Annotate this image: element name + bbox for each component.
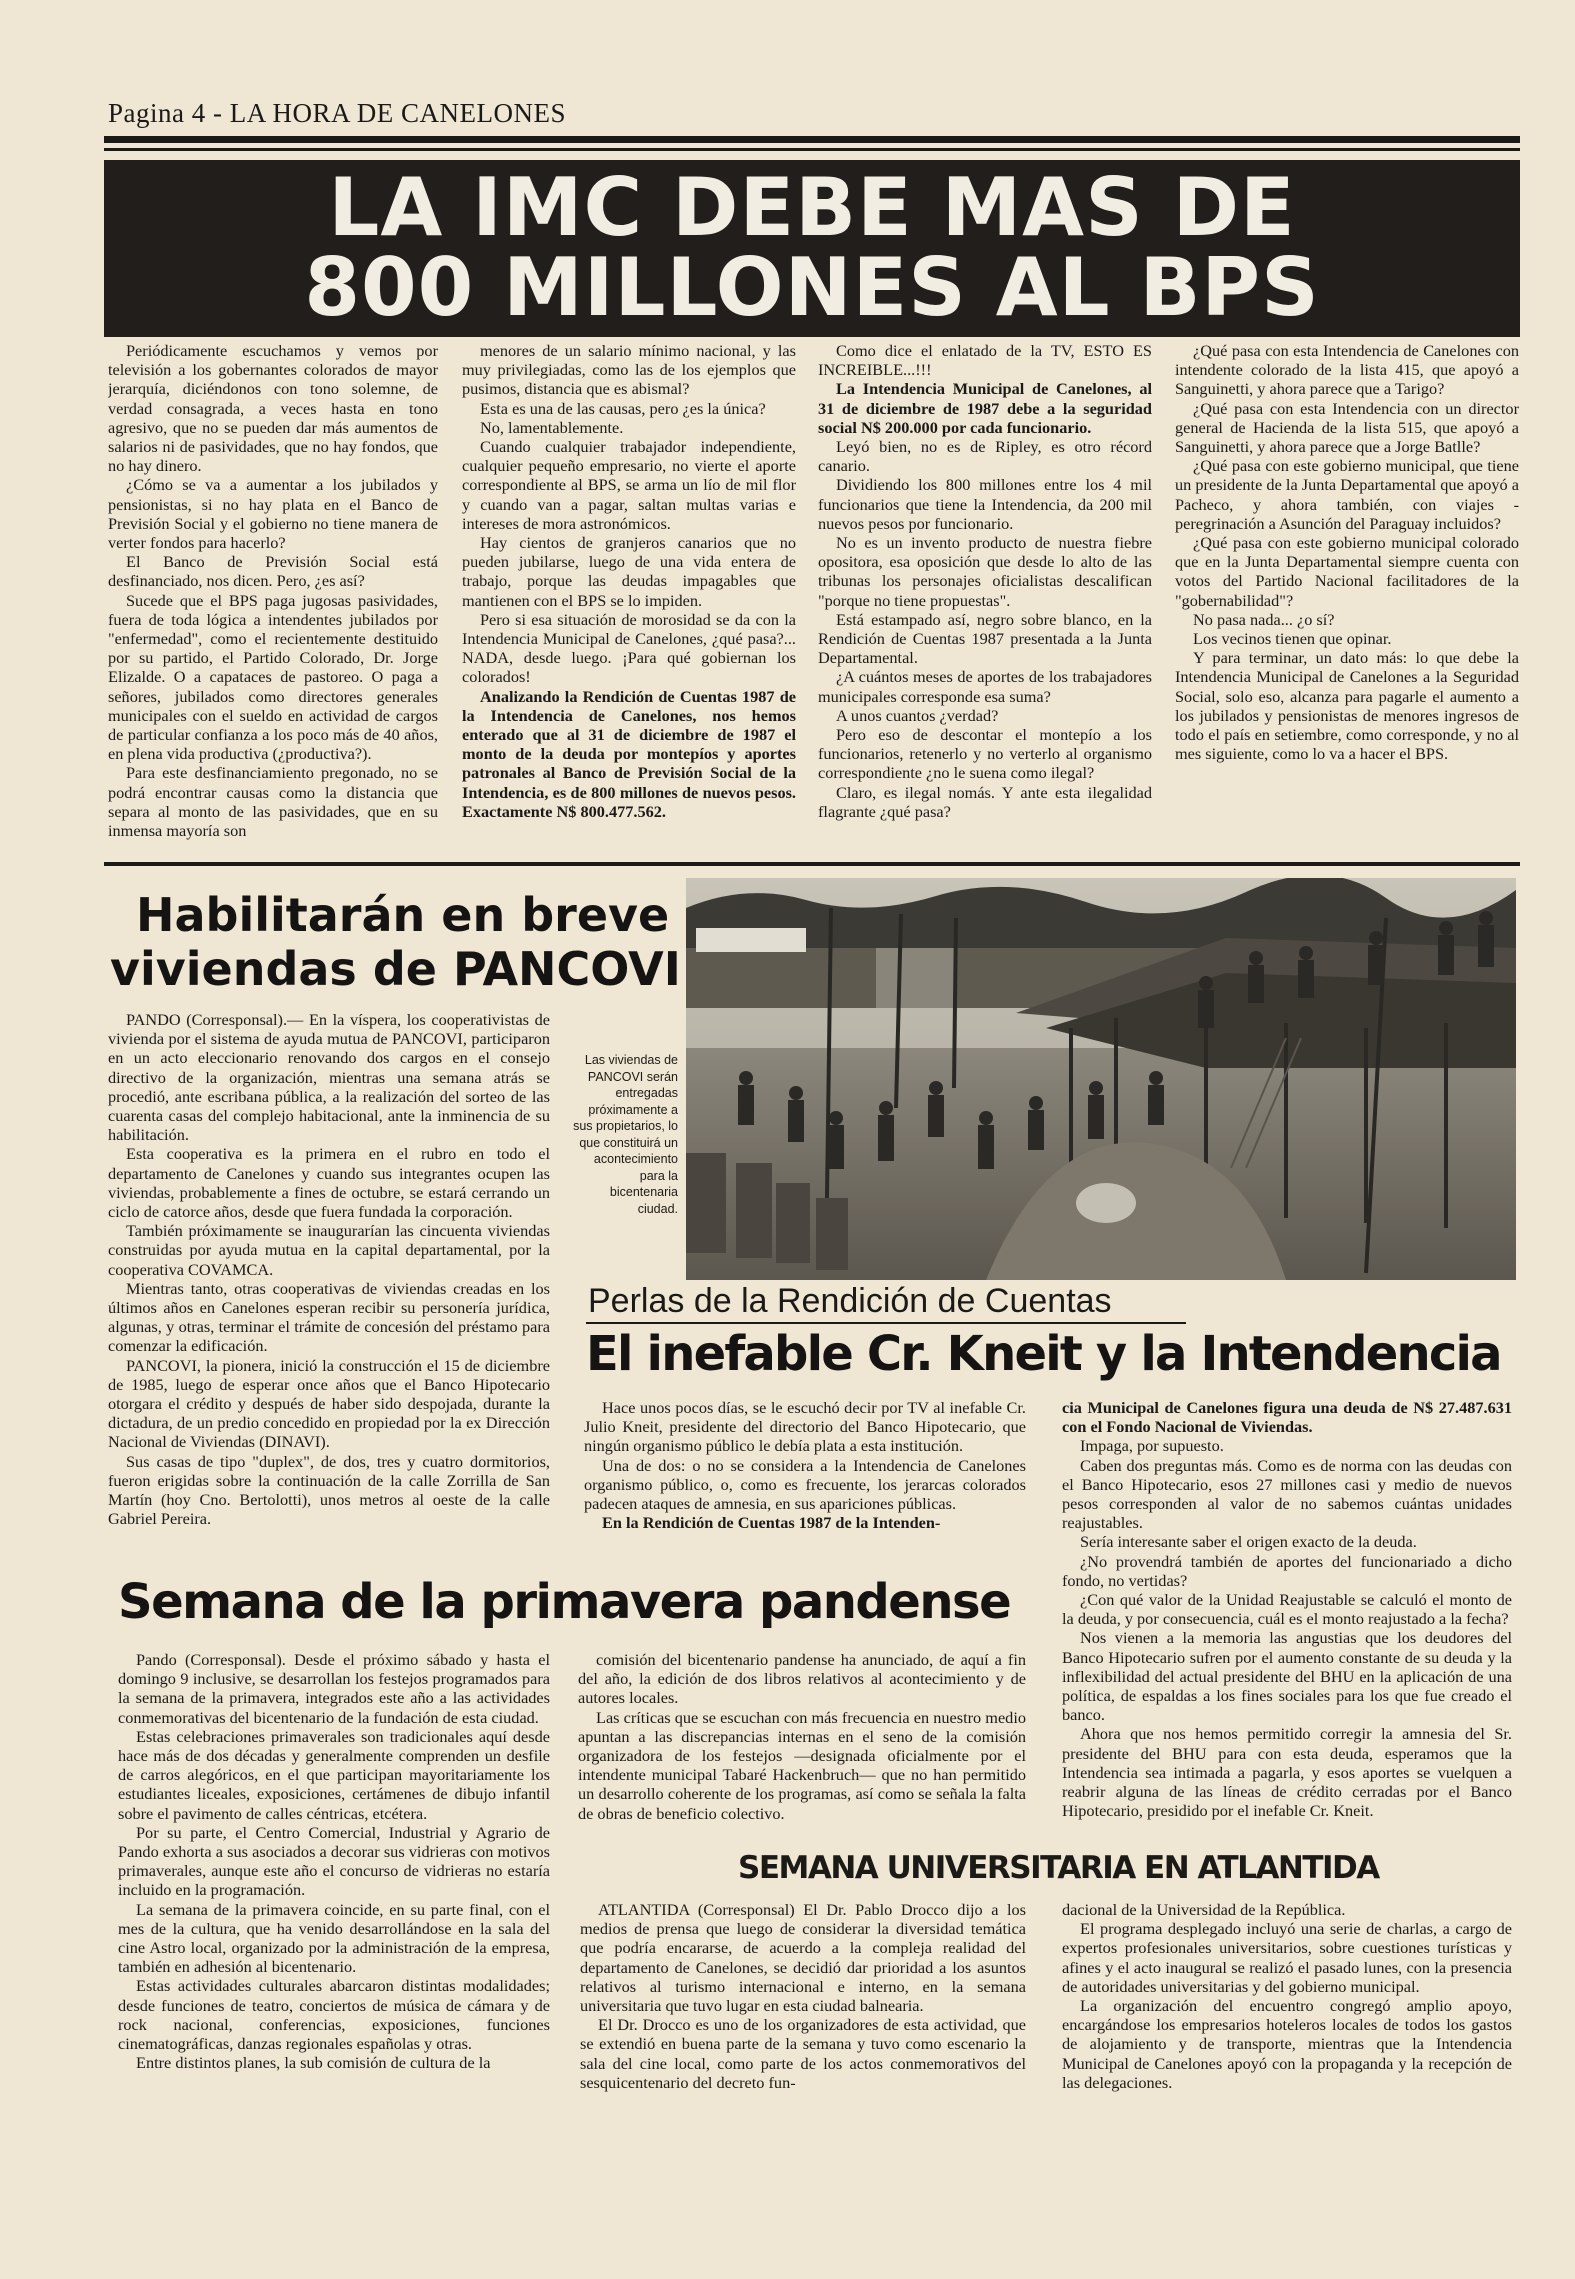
atlantida-column-2 <box>1062 1900 1512 2120</box>
pancovi-body <box>108 1010 550 1558</box>
article-paragraph: dacional de la Universidad de la República. <box>1062 1900 1346 1919</box>
article-paragraph: Nos vienen a la memoria las angustias que los deudores del Banco Hipotecario sufren por el aumento constante de su deuda y la inflexibilidad del actual presidente del BHU en la aplicación de una política, de espaldas a los fines sociales para los que fue creado el banco. <box>1062 1628 1512 1725</box>
article-paragraph: ¿Qué pasa con esta Intendencia de Canelones con intendente colorado de la lista 415, que apoyó a Sanguinetti, y ahora parece que a Tarigo? <box>1175 341 1519 399</box>
section-rule <box>104 862 1520 866</box>
article-paragraph: Pero eso de descontar el montepío a los funcionarios, retenerlo y no verterlo al organismo correspondiente ¿no le suena como ilegal? <box>818 725 1152 783</box>
main-headline-line2: 800 MILLONES AL BPS <box>304 241 1320 334</box>
article-paragraph: El programa desplegado incluyó una serie de charlas, a cargo de expertos profesionales universitarios, sobre cuestiones turísticas y afines y el acto inaugural se realizó el pasado lunes, con la presencia de autoridades universitarias y del gobierno municipal. <box>1062 1919 1512 1996</box>
kneit-kicker-rule <box>586 1322 1186 1324</box>
article-paragraph: Los vecinos tienen que opinar. <box>1193 629 1392 649</box>
kneit-kicker: Perlas de la Rendición de Cuentas <box>588 1282 1112 1320</box>
article-paragraph: ¿Cómo se va a aumentar a los jubilados y pensionistas, si no hay plata en el Banco de Previsión Social y el gobierno no tiene manera de verter fondos para hacerlo? <box>108 475 438 553</box>
main-story-column-1 <box>108 341 438 856</box>
article-paragraph: El Banco de Previsión Social está desfinanciado, nos dicen. Pero, ¿es así? <box>108 552 438 591</box>
article-paragraph: Leyó bien, no es de Ripley, es otro récord canario. <box>818 437 1152 476</box>
article-paragraph: comisión del bicentenario pandense ha anunciado, de aquí a fin del año, la edición de dos libros relativos al acontecimiento y de autores locales. <box>578 1650 1026 1708</box>
article-paragraph: Como dice el enlatado de la TV, ESTO ES INCREIBLE...!!! <box>818 341 1152 380</box>
article-paragraph: No es un invento producto de nuestra fiebre opositora, esa oposición que desde lo alto de las tribunas los personajes oficialistas descalifican "porque no tiene propuestas". <box>818 533 1152 610</box>
main-headline-line1: LA IMC DEBE MAS DE <box>328 161 1296 254</box>
article-paragraph: Ahora que nos hemos permitido corregir la amnesia del Sr. presidente del BHU para con esta deuda, esperamos que la Intendencia sea intimada a pagarla, y esos aportes se vuelquen a reabrir alguna de las líneas de crédito cerradas por el Banco Hipotecario, presidido por el inefable Cr. Kneit. <box>1062 1724 1512 1821</box>
article-paragraph: Por su parte, el Centro Comercial, Industrial y Agrario de Pando exhorta a sus asociados a decorar sus vidrieras con motivos primaverales, aunque este año el concurso de vidrieras no estaría incluido en la programación. <box>118 1822 550 1900</box>
article-paragraph: Cuando cualquier trabajador independiente, cualquier pequeño empresario, no vierte el aporte correspondiente al BPS, se arma un lío de mil flor y cuando van a pagar, saltan multas varias e intereses de mora astronómicos. <box>462 437 796 533</box>
page-folio: Pagina 4 - LA HORA DE CANELONES <box>108 98 566 128</box>
top-rule-thick <box>104 136 1520 143</box>
article-paragraph: Estas actividades culturales abarcaron distintas modalidades; desde funciones de teatro, conciertos de música de cámara y de rock nacional, conferencias, exposiciones, funciones cinematográficas, danzas regionales españolas y otras. <box>118 1976 550 2054</box>
article-paragraph: ¿Con qué valor de la Unidad Reajustable se calculó el monto de la deuda, y por consecuencia, cuál es el monto reajustado a la fecha? <box>1062 1590 1512 1629</box>
article-paragraph: En la Rendición de Cuentas 1987 de la Intenden- <box>602 1513 941 1533</box>
article-paragraph: Claro, es ilegal nomás. Y ante esta ilegalidad flagrante ¿qué pasa? <box>818 782 1152 821</box>
article-paragraph: Pero si esa situación de morosidad se da con la Intendencia Municipal de Canelones, ¿qué pasa?... NADA, desde luego. ¡Para qué gobiernan los colorados! <box>462 609 796 687</box>
article-paragraph: Esta cooperativa es la primera en el rubro en todo el departamento de Canelones y cuando sus integrantes ocupen las viviendas, probablemente a fines de octubre, se estará cerrando un ciclo de catorce años, desde que fuera fundada la corporación. <box>108 1144 550 1222</box>
article-paragraph: Pando (Corresponsal). Desde el próximo sábado y hasta el domingo 9 inclusive, se desarrollan los festejos programados para la semana de la primavera, integrados este año a las actividades conmemorativas del bicentenario de la fundación de esta ciudad. <box>118 1650 550 1727</box>
article-paragraph: Periódicamente escuchamos y vemos por televisión a los gobernantes colorados de mayor jerarquía, diciéndonos con tono solemne, de verdad consagrada, a veces hasta en tono agresivo, que no se pueden dar más aumentos de salarios ni de pasividades, que no hay fondos, que no hay dinero. <box>108 341 438 476</box>
article-paragraph: PANCOVI, la pionera, inició la construcción el 15 de diciembre de 1985, luego de esperar once años que el Banco Hipotecario otorgara el crédito y después de haber sido despojada, durante la dictadura, de un predio concedido en propiedad por la ex Dirección Nacional de Viviendas (DINAVI). <box>108 1355 550 1452</box>
article-paragraph: ATLANTIDA (Corresponsal) El Dr. Pablo Drocco dijo a los medios de prensa que luego de considerar la diversidad temática que podría encararse, de acuerdo a la compleja realidad del departamento de Canelones, se decidió dar prioridad a los asuntos relativos al turismo internacional e interno, en la semana universitaria que tuvo lugar en esta ciudad balnearia. <box>580 1900 1026 2016</box>
article-paragraph: El Dr. Drocco es uno de los organizadores de esta actividad, que se extendió en buena parte de la semana y tuvo como escenario la sala del cine local, como parte de los actos conmemorativos del sesquicentenario del decreto fun- <box>580 2015 1026 2092</box>
article-paragraph: ¿A cuántos meses de aportes de los trabajadores municipales corresponde esa suma? <box>818 667 1152 706</box>
article-paragraph: La organización del encuentro congregó amplio apoyo, encargándose los empresarios hoteleros locales de todos los gastos de alojamiento y de transporte, mientras que la Intendencia Municipal de Canelones apoyó con la propaganda y la recepción de las delegaciones. <box>1062 1996 1512 2092</box>
article-paragraph: No, lamentablemente. <box>480 417 624 437</box>
article-paragraph: Dividiendo los 800 millones entre los 4 mil funcionarios que tiene la Intendencia, da 200 mil nuevos pesos por funcionario. <box>818 475 1152 533</box>
article-paragraph: A unos cuantos ¿verdad? <box>836 705 999 725</box>
article-paragraph: cia Municipal de Canelones figura una deuda de N$ 27.487.631 con el Fondo Nacional de Viviendas. <box>1062 1398 1512 1437</box>
main-story-column-4 <box>1175 341 1519 856</box>
kneit-column-2 <box>1062 1398 1512 1888</box>
article-paragraph: La Intendencia Municipal de Canelones, al 31 de diciembre de 1987 debe a la seguridad social N$ 200.000 por cada funcionario. <box>818 379 1152 437</box>
pancovi-headline-line2: viviendas de PANCOVI <box>110 942 681 996</box>
article-paragraph: Mientras tanto, otras cooperativas de viviendas creadas en los últimos años en Canelones esperan recibir su personería jurídica, algunas, y otras, terminar el trámite de concesión del préstamo para comenzar la edificación. <box>108 1278 550 1356</box>
article-paragraph: La semana de la primavera coincide, en su parte final, con el mes de la cultura, que ha venido desarrollándose en la sala del cine Astro local, organizado por la administración de la empresa, también en adhesión al bicentenario. <box>118 1899 550 1977</box>
article-paragraph: Analizando la Rendición de Cuentas 1987 de la Intendencia de Canelones, nos hemos enterado que al 31 de diciembre de 1987 el monto de la deuda por montepíos y aportes patronales al Banco de Previsión Social de la Intendencia, es de 800 millones de nuevos pesos. Exactamente N$ 800.477.562. <box>462 686 796 821</box>
article-paragraph: ¿Qué pasa con este gobierno municipal colorado que en la Junta Departamental siempre cuenta con votos del Partido Nacional facilitadores de la "gobernabilidad"? <box>1175 533 1519 610</box>
article-paragraph: Entre distintos planes, la sub comisión de cultura de la <box>136 2053 491 2073</box>
top-rule-thin <box>104 148 1520 151</box>
article-paragraph: PANDO (Corresponsal).— En la víspera, los cooperativistas de vivienda por el sistema de ayuda mutua de PANCOVI, participaron en un acto eleccionario renovando dos cargos en el consejo directivo de la organización, mientras una semana atrás se procedió, ante escribana pública, a la realización del sorteo de las cuarenta casas del complejo habitacional, ante la inminencia de su habilitación. <box>108 1010 550 1145</box>
article-paragraph: ¿Qué pasa con este gobierno municipal, que tiene un presidente de la Junta Departamental que apoyó a Pacheco, y ahora también, con viajes - peregrinación a Asunción del Paraguay incluidos? <box>1175 456 1519 533</box>
main-story-column-2 <box>462 341 796 856</box>
article-paragraph: Estas celebraciones primaverales son tradicionales aquí desde hace más de dos décadas y generalmente comprenden un desfile de carros alegóricos, en el que participan mayoritariamente los estudiantes liceales, exposiciones, certámenes de dibujo infantil sobre el pavimento de calles céntricas, etcétera. <box>118 1726 550 1823</box>
kneit-column-1 <box>584 1398 1026 1568</box>
pancovi-photo-caption: Las viviendas de PANCOVI serán entregadas próximamente a sus propietarios, lo que constituirá un acontecimiento para la bicentenaria ciudad. <box>573 1053 678 1216</box>
atlantida-column-1 <box>580 1900 1026 2120</box>
article-paragraph: Sus casas de tipo "duplex", de dos, tres y cuatro dormitorios, fueron erigidas sobre la continuación de la calle Zorrilla de San Martín (hoy Cno. Bertolotti), unos metros al oeste de la calle Gabriel Pereira. <box>108 1451 550 1529</box>
article-paragraph: Hace unos pocos días, se le escuchó decir por TV al inefable Cr. Julio Kneit, presidente del directorio del Banco Hipotecario, que ningún organismo público le debía plata a esta institución. <box>584 1398 1026 1456</box>
article-paragraph: También próximamente se inaugurarían las cincuenta viviendas construidas por ayuda mutua en la capital departamental, por la cooperativa COVAMCA. <box>108 1221 550 1279</box>
article-paragraph: ¿Qué pasa con esta Intendencia con un director general de Hacienda de la lista 515, que apoyó a Sanguinetti, y ahora parece que a Jorge Batlle? <box>1175 398 1519 457</box>
article-paragraph: Para este desfinanciamiento pregonado, no se podrá encontrar causas como la distancia que separa al monto de las pasividades, que en su inmensa mayoría son <box>108 763 438 841</box>
article-paragraph: Y para terminar, un dato más: lo que debe la Intendencia Municipal de Canelones a la Seguridad Social, solo eso, alcanza para pagarle el aumento a los jubilados y pensionistas de menores ingresos de todo el país en setiembre, como corresponde, y no al mes siguiente, como lo va a hacer el BPS. <box>1175 648 1519 764</box>
article-paragraph: ¿No provendrá también de aportes del funcionariado a dicho fondo, no vertidas? <box>1062 1551 1512 1590</box>
construction-photo-image <box>686 878 1516 1280</box>
main-story-column-3 <box>818 341 1152 856</box>
construction-photo <box>686 878 1516 1280</box>
kneit-headline: El inefable Cr. Kneit y la Intendencia <box>586 1326 1501 1382</box>
article-paragraph: Sería interesante saber el origen exacto de la deuda. <box>1080 1532 1417 1552</box>
primavera-column-2 <box>578 1650 1026 1872</box>
article-paragraph: Caben dos preguntas más. Como es de norma con las deudas con el Banco Hipotecario, esos 27 millones casi y medio de nuevos pesos corresponden al valor de no sabemos cuántas unidades reajustables. <box>1062 1455 1512 1533</box>
article-paragraph: Una de dos: o no se considera a la Intendencia de Canelones organismo público, o, como es frecuente, los jerarcas colorados padecen ataques de amnesia, en sus apariciones públicas. <box>584 1455 1026 1514</box>
article-paragraph: No pasa nada... ¿o sí? <box>1193 609 1335 629</box>
article-paragraph: Hay cientos de granjeros canarios que no pueden jubilarse, luego de una vida entera de trabajo, porque las deudas impagables que mantienen con el BPS se lo impiden. <box>462 533 796 610</box>
article-paragraph: Impaga, por supuesto. <box>1080 1436 1224 1456</box>
article-paragraph: Está estampado así, negro sobre blanco, en la Rendición de Cuentas 1987 presentada a la Junta Departamental. <box>818 609 1152 668</box>
primavera-headline: Semana de la primavera pandense <box>118 1574 1011 1630</box>
primavera-column-1 <box>118 1650 550 2116</box>
main-headline-banner <box>104 160 1520 337</box>
pancovi-headline-line1: Habilitarán en breve <box>136 888 670 942</box>
article-paragraph: Esta es una de las causas, pero ¿es la única? <box>480 398 766 418</box>
atlantida-headline: SEMANA UNIVERSITARIA EN ATLANTIDA <box>738 1850 1379 1886</box>
article-paragraph: Sucede que el BPS paga jugosas pasividades, fuera de toda lógica a intendentes jubilados por "enfermedad", como el recientemente destituido por su partido, el Partido Colorado, Dr. Jorge Elizalde. O a capataces de pastoreo. O paga a señores, jubilados como directores generales municipales con el sueldo en actividad de cargos de particular confianza a los poco más de 40 años, en plena vida productiva (¿productiva?). <box>108 590 438 764</box>
article-paragraph: menores de un salario mínimo nacional, y las muy privilegiadas, como las de los ejemplos que pusimos, distancia que es abismal? <box>462 341 796 399</box>
article-paragraph: Las críticas que se escuchan con más frecuencia en nuestro medio apuntan a las discrepancias internas en el seno de la comisión organizadora de los festejos —designada oficialmente por el intendente municipal Tabaré Hackenbruch— que no han permitido un desarrollo coherente de los programas, así como se señala la falta de obras de beneficio colectivo. <box>578 1707 1026 1823</box>
